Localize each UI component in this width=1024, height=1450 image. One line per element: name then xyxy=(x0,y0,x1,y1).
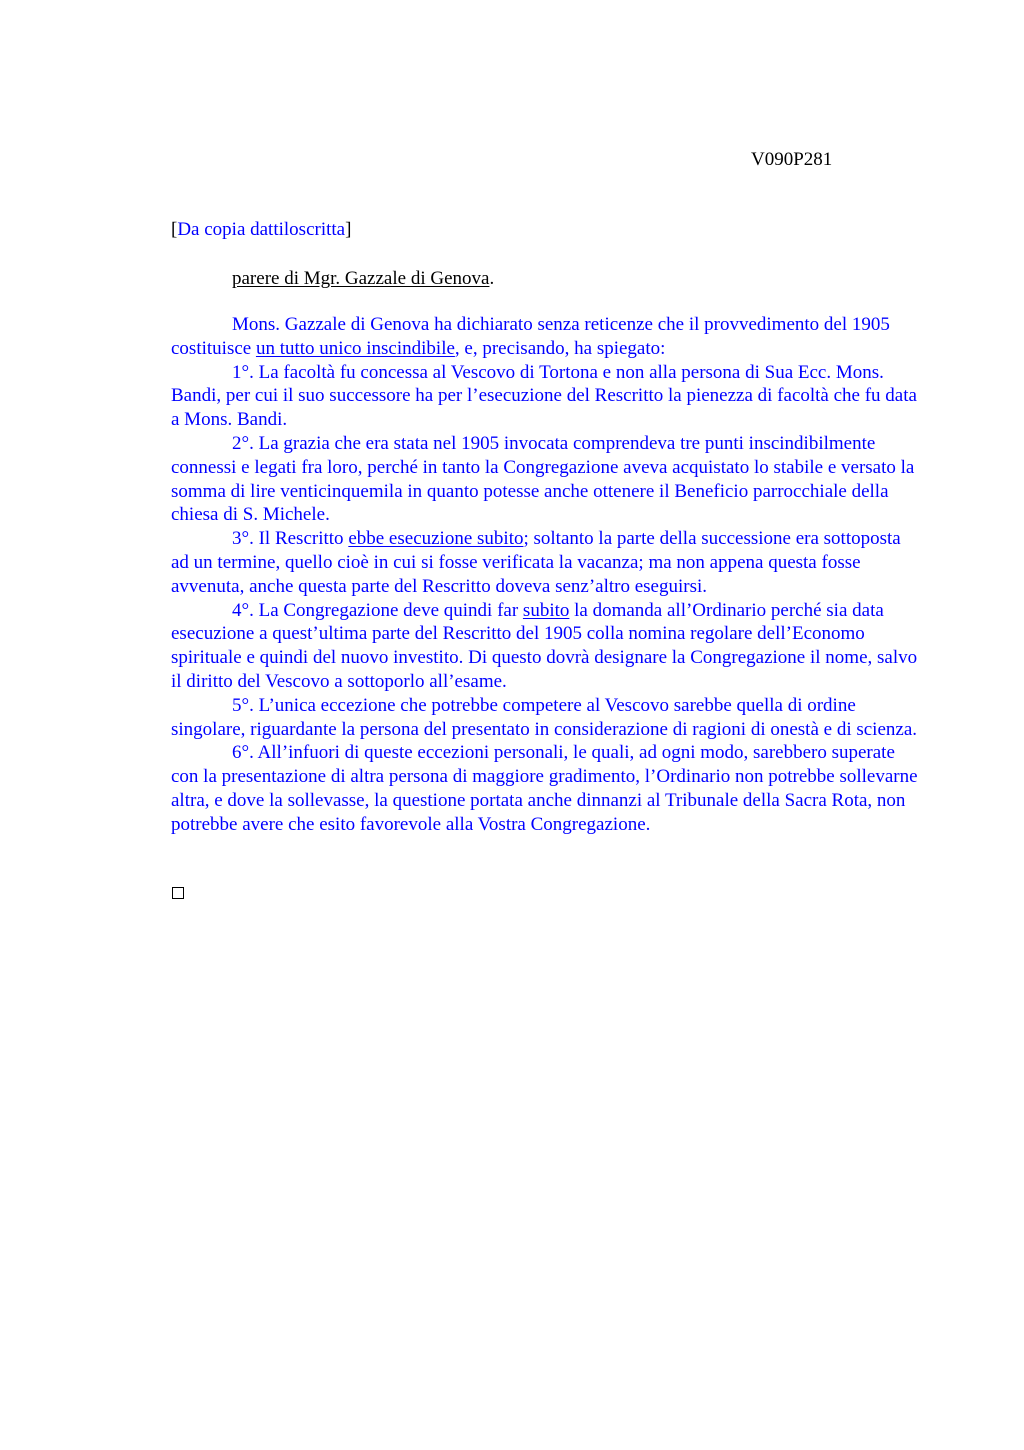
intro-text-before: Mons. Gazzale di Genova ha dichiarato senza reticenze che il provvedimento del 1905 costituisce xyxy=(171,314,890,359)
paragraph-intro xyxy=(171,313,921,361)
paragraph-point-4 xyxy=(171,599,921,694)
source-note xyxy=(171,218,351,242)
source-note-open-bracket: [ xyxy=(171,219,178,240)
p3-text-after: ; soltanto la parte della successione era sottoposta ad un termine, quello cioè in cui si fosse verificata la vacanza; ma non appena questa fosse avvenuta, anche questa parte del Rescritto doveva senz’altro eseguirsi. xyxy=(171,528,901,597)
square-outline-icon xyxy=(172,887,184,899)
paragraph-point-6: 6°. All’infuori di queste eccezioni personali, le quali, ad ogni modo, sarebbero superate con la presentazione di altra persona di maggiore gradimento, l’Ordinario non potrebbe sollevarne altra, e dove la sollevasse, la questione portata anche dinnanzi al Tribunale della Sacra Rota, non potrebbe avere che esito favorevole alla Vostra Congregazione. xyxy=(171,742,918,835)
heading-period: . xyxy=(489,268,495,289)
p4-underlined: subito xyxy=(522,599,570,621)
paragraph-point-5: 5°. L’unica eccezione che potrebbe competere al Vescovo sarebbe quella di ordine singolare, riguardante la persona del presentato in considerazione di ragioni di onestà e di scienza. xyxy=(171,694,918,740)
paragraph-point-3 xyxy=(171,527,921,598)
paragraph-point-1: 1°. La facoltà fu concessa al Vescovo di Tortona e non alla persona di Sua Ecc. Mons. Bandi, per cui il suo successore ha per l’esecuzione del Rescritto la pienezza di facoltà che fu data a Mons. Bandi. xyxy=(171,361,917,431)
source-note-text: Da copia dattiloscritta xyxy=(177,219,346,240)
p4-text-after: la domanda all’Ordinario perché sia data esecuzione a quest’ultima parte del Rescritto del 1905 colla nomina regolare dell’Economo spirituale e quindi del nuovo investito. Di questo dovrà designare la Congregazione il nome, salvo il diritto del Vescovo a sottoporlo all’esame. xyxy=(171,599,918,692)
document-body xyxy=(171,313,921,837)
paragraph-point-2: 2°. La grazia che era stata nel 1905 invocata comprendeva tre punti inscindibilmente connessi e legati fra loro, perché in tanto la Congregazione aveva acquistato lo stabile e versato la somma di lire venticinquemila in quanto potesse anche ottenere il Beneficio parrocchiale della chiesa di S. Michele. xyxy=(171,432,915,526)
p3-text-before: 3°. Il Rescritto xyxy=(232,528,349,550)
source-note-close-bracket: ] xyxy=(345,219,352,240)
heading-text: parere di Mgr. Gazzale di Genova xyxy=(232,268,490,289)
p4-text-before: 4°. La Congregazione deve quindi far xyxy=(232,599,523,621)
document-heading xyxy=(232,267,494,291)
page-id: V090P281 xyxy=(751,149,833,170)
p3-underlined: ebbe esecuzione subito xyxy=(348,528,524,550)
intro-text-after: , e, precisando, ha spiegato: xyxy=(454,337,666,359)
intro-underlined: un tutto unico inscindibile xyxy=(255,337,455,359)
